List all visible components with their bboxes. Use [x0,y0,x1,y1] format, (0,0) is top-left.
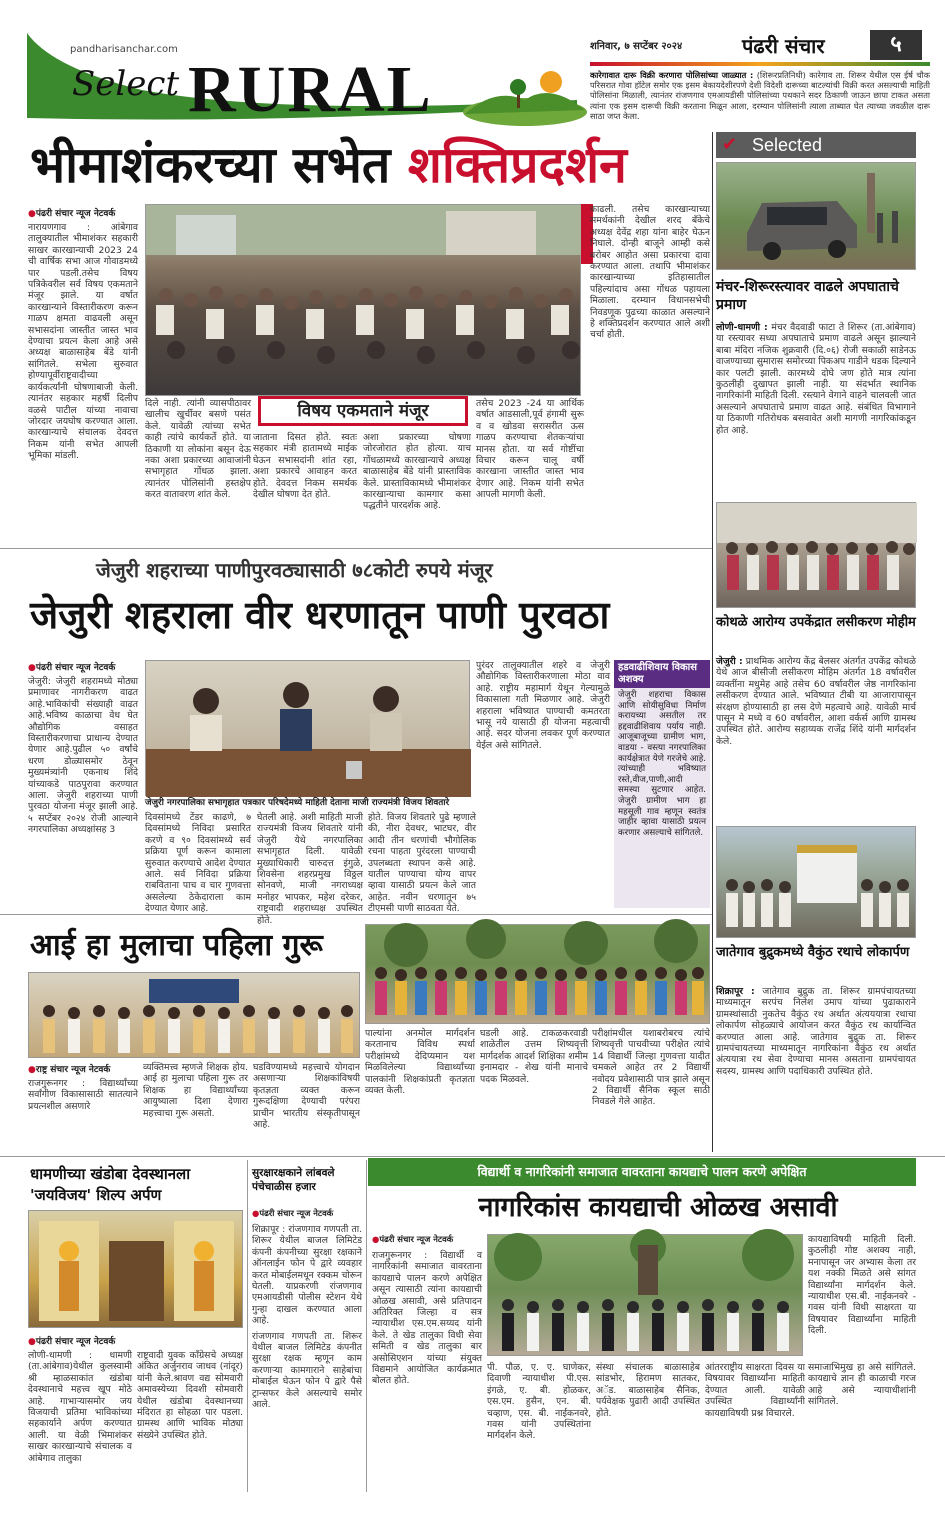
story5-headline: सुरक्षारक्षकाने लांबवले पंचेचाळीस हजार [252,1167,335,1193]
story3-col6: परीक्षांमधील यशाबरोबरच त्यांचे शिष्यवृत्ती पाचवीच्या परीक्षेत त्यांचे 14 विद्यार्थी जिल्हा गुणवत्ता यादीत चमकले आहेत तर 2 विद्यार्थी नवोदय प्रवेशासाठी पात्र झाले असून 2 विद्यार्थी सैनिक स्कूल साठी निवडले गेले आहेत. [592,1028,710,1108]
story2-sidebar [614,660,710,908]
selected-label: Selected [752,135,823,155]
crowd-photo [145,204,581,396]
story1-headline [30,130,710,200]
story3-byline: ● राष्ट्र संचार न्यूज नेटवर्क [28,1062,138,1075]
accident-photo [716,162,916,270]
story1-col4: अशा प्रकारच्या घोषणा जोरजोरात होत होत्या. याच गोंधळामध्ये कारखान्याचे अध्यक्ष बाळासाहेब बेंडे यांनी प्रास्ताविक केले. प्रास्ताविकामध्ये भीमाशंकर कारखान्याचा कामगार कसा पद्धतीने पारदर्शक आहे. [363,432,471,512]
paper-name: पंढरी संचार [742,34,825,58]
masthead [0,0,945,128]
divider-lower [0,1156,945,1157]
story2-byline: ● पंढरी संचार न्यूज नेटवर्क [28,660,228,673]
story6-headline: नागरिकांस कायद्याची ओळख असावी [478,1192,838,1223]
story1-col6: काढली. तसेच कारखान्याच्या समर्थकांनी देखील शरद बँकेचे अध्यक्ष देवेंद्र शहा यांना बाहेर घेऊन निघाले. दोन्ही बाजूने आम्ही कसे बरोबर आहोत असा प्रकारचा दावा करण्यात आला. तथापि भीमाशंकर कारखान्याच्या इतिहासातील पहिल्यांदाच असा गोंधळ पहायला मिळाला. दरम्यान विधानसभेची निवडणूक पुढच्या काळात असल्याने हे शक्तिप्रदर्शन करण्यात आले अशी चर्चा होती. [590,204,710,341]
divider-mid-2 [0,914,712,915]
story5-col2: रांजणगाव गणपती ता. शिरूर येथील बाजल लिमिटेड कंपनीत सुरक्षा रक्षक म्हणून काम करणाऱ्या कामगाराने साहेबांचा मोबाईल घेऊन फोन पे द्वारे पैसे ट्रान्सफर केले असल्याचे समोर आले. [252,1330,362,1411]
story6-col1: राजगुरूनगर : विद्यार्थी व नागरिकांनी समाजात वावरताना कायद्याचे पालन करणे अपेक्षित असून त्यासाठी त्यांना कायद्याची ओळख असावी, असे प्रतिपादन अतिरिक्त जिल्हा व सत्र न्यायाधीश एस.एम.सय्यद यांनी केले. ते खेड तालुका विधी सेवा समिती व खेड तालुका बार असोसिएशन यांच्या संयुक्त विद्यमाने आयोजित कार्यक्रमात बोलत होते. [372,1250,482,1387]
law-photo [487,1234,803,1356]
vaikunth-photo [716,826,916,938]
divider-right-column [712,132,713,1152]
story6-col2: कायद्याविषयी माहिती दिली. कुठलीही गोष्ट अशक्य नाही, मनापासून जर अभ्यास केला तर यश नक्की मिळते असे सांगत विद्यार्थ्यांना मार्गदर्शन केले. न्यायाधीश एस.बी. नाईकनवरे - गवस यांनी विधी साक्षरता या विषयावर विद्यार्थ्यांना माहिती दिली. [808,1234,916,1337]
story3-col4: पाल्यांना अनमोल मार्गदर्शन करतानाच विविध स्पर्धा परीक्षांमध्ये देदिप्यमान यश मिळविलेल्या विद्यार्थ्यांच्या पालकांनी शिक्षकांप्रती कृतज्ञता व्यक्त केली. [365,1028,475,1097]
story4-headline: धामणीच्या खंडोबा देवस्थानला 'जयविजय' शिल्प अर्पण [30,1165,191,1204]
tricolor-strip [590,62,930,66]
landscape-logo [455,62,590,124]
divider-story4-5 [247,1160,248,1492]
story6-col5: आंतरराष्ट्रीय साक्षरता दिवस या विषयावर विद्यार्थ्यांना माहिती देण्यात आली. यावेळी उपस्थित विद्यार्थ्यांनी कायद्याविषयी प्रश्न विचारले. [705,1362,805,1419]
story6-kicker: विद्यार्थी व नागरिकांनी समाजात वावरताना कायद्याचे पालन करणे अपेक्षित [477,1164,807,1179]
story2-col1: जेजुरी: जेजुरी शहरामध्ये मोठ्या प्रमाणावर नागरीकरण वाढत आहे.भाविकांची संख्याही वाढत आहे.भविष्य काळाचा वेध घेत औद्योगिक वसाहत विस्तारीकरणाचा प्राधान्य देण्यात येणार आहे.पुढील ५० वर्षांचे धरण डोळ्यासमोर ठेवून मुख्यमंत्र्यांनी एकनाथ शिंदे यांच्याकडे पाठपुरावा करण्यात आला. जेजुरी शहराच्या पाणी पुरवठा योजना मंजूर झाली आहे. ५ सप्टेंबर २०२४ रोजी आल्याने नगरपालिका अध्यक्षांसह 3 [28,676,138,836]
story5-col1: शिक्रापूर : रांजणगाव गणपती ता. शिरूर येथील बाजल लिमिटेड कंपनी कंपनीच्या सुरक्षा रक्षकाने ऑनलाईन फोन पे द्वारे व्यवहार करत मोबाईलमधून रक्कम चोरून घेतली. याप्रकरणी रांजणगाव एमआयडीसी पोलीस स्टेशन येथे गुन्हा दाखल करण्यात आला आहे. रांजणगाव गणपती ता. शिरूर येथील बाजल लिमिटेड कंपनीत सुरक्षा रक्षक म्हणून काम करणाऱ्या कामगाराने साहेबांचा मोबाईल घेऊन फोन पे द्वारे पैसे ट्रान्सफर केले असल्याचे समोर आले. [252,1224,362,1411]
story2-col3: घेतली आहे. अशी माहिती माजी राज्यमंत्री विजय शिवतारे यांनी जेजुरी येथे नगरपालिका सभागृहात दिली. यावेळी मुख्याधिकारी चारुदत्त इंगुळे, शिवसेना शहरप्रमुख विठ्ठल सोनवणे, माजी नगराध्यक्ष मनोहर भापकर, महेश दरेकर, राष्ट्रवादी शहराध्यक्ष उपस्थित होते. [257,812,363,926]
divider-mid-1 [0,548,712,549]
date-bar [590,30,930,60]
selected-headline: मंचर-शिरूरस्त्यावर वाढले अपघाताचे प्रमाण [716,279,899,313]
story3-col3: घडविण्यामध्ये महत्त्वाचे योगदान असणाऱ्या शिक्षकांविषयी कृतज्ञता व्यक्त करून गुरूदक्षिणा देण्याची परंपरा प्राचीन भारतीय संस्कृतीपासून आहे. [253,1062,360,1131]
story1-col2: दिले नाही. त्यांनी व्यासपीठावर खालीच खुर्चीवर बसणे पसंत केले. यावेळी त्यांच्या सभेत काही त्यांचे कार्यकर्ते होते. या ठिकाणी या लोकांना बसून देऊ नका अशा प्रकारच्या आवाजांनी सभागृहात गोंधळ झाला. त्यानंतर पोलिसांनी हस्तक्षेप करत वातावरण शांत केले. [145,398,251,501]
photo-caption: विषय एकमताने मंजूर [297,401,429,421]
divider-story5-6 [366,1160,367,1492]
story4-col1: लोणी-धामणी : धामणी (ता.आंबेगाव)येथील कुलस्वामी श्री म्हाळसाकांत खंडोबा देवस्थानाचे महत्त्व खूप मोठे आहे. गाभाऱ्यासमोर जय विजयाची प्रतिमा भाविकांच्या सहकार्याने अर्पण करण्यात आली. या वेळी भिमाशंकर साखर कारखान्याचे संचालक व आंबेगाव तालुका [28,1350,132,1464]
teachers-photo [365,924,710,1024]
story1-col1: नारायणगाव : आंबेगाव तालुक्यातील भीमाशंकर सहकारी साखर कारखान्याची 2023 24 ची वार्षिक सभा आज गोवाडमध्ये पार पडली.तसेच विषय पत्रिकेवरील सर्व विषय एकमताने मंजूर झाले. या वर्षात कारखान्याने विस्तारीकरण करून गाळप क्षमता वाढवली असून सभासदांना जास्तीत जास्त भाव देण्याचा प्रयत्न केला आहे असे अध्यक्ष बाळासाहेब बेंडे यांनी सांगितले. सभेला सुरुवात होण्यापूर्वीराष्ट्रवादीच्या कार्यकर्त्यांनी घोषणाबाजी केली. त्यानंतर सहकार महर्षी दिलीप वळसे पाटील यांच्या नावाचा जोरदार जयघोष करण्यात आला. कारखान्याचे संचालक देवदत्त निकम यांनी सभेत आपली भूमिका मांडली. [28,222,138,462]
story5-byline: ● पंढरी संचार न्यूज नेटवर्क [252,1208,364,1219]
story3-col5: घडली आहे. टाकळकरवाडी शाळेतील उत्तम शिष्यवृत्ती मार्गदर्शक आदर्श शिक्षिका शमीम इनामदार - शेख यांनी मानाचे पदक मिळवले. [480,1028,588,1085]
website-url[interactable]: pandharisanchar.com [70,44,178,55]
story1-col5: तसेच 2023 -24 या आर्थिक वर्षात आडसाली,पूर्व हंगामी सुरू व व खोडवा सरासरीत ऊस गाळप करण्याचा शेतकऱ्यांचा मानस होता. या सर्व गोष्टींचा विचार करून चालू वर्षी कारखाना जास्तीत जास्त भाव देणार आहे. निकम यांनी सभेत आपली मागणी केली. [476,398,584,501]
health-body: प्राथमिक आरोग्य केंद्र बेलसर अंतर्गत उपकेंद्र कोथळे येथे आज बीसीजी लसीकरण मोहिम अंतर्गत 18 वर्षावरील व्यक्तींना मधुमेह आहे तसेच 60 वर्षावरील जेष्ठ नागरिकांना लसीकरण देण्यात आले. भविष्यात टीबी या आजारापासून संरक्षण होण्यासाठी हा लस देणे महत्वाचे आहे. यावेळी मार्च पासून मे मध्ये व 60 वर्षावरील, आशा वर्कर्स आणि ग्रामस्थ उपस्थित होते. आरोग्य सहाय्यक राजेंद्र शिंदे यांनी मार्गदर्शन केले. [716,656,917,747]
vaikunth-body: जातेगाव बुद्रुक ता. शिरूर ग्रामपंचायतच्या माध्यमातून सरपंच निलेश उमाप यांच्या पुढाकाराने ग्रामस्थांसाठी नुकतेच वैकुंठ रथ अर्थात अंत्यययात्रा रथाचा लोकार्पण सोहळ्याचे आयोजन करत वैकुंठ रथ कार्यान्वित करण्यात आला आहे. जातेगाव बुद्रुक ता. शिरूर ग्रामपंचायतच्या माध्यमातून नागरिकांना वैकुंठ रथ अर्थात अंत्ययात्रा रथ सेवा देण्याचा मानस असताना ग्रामपंचायत सदस्य, ग्रामस्थ आणि पदाधिकारी उपस्थित होते. [716,986,916,1077]
story2-col5: पुरंदर तालुक्यातील शहरे व जेजुरी औद्योगिक विस्तारीकरणाला मोठा वाव आहे. राष्ट्रीय महामार्ग येथून गेल्यामुळे विकासाला गती मिळणार आहे. जेजुरी शहराला भविष्यात पाण्याची कमतरता भासू नये यासाठी ही योजना महत्वाची आहे. सदर योजना लवकर पूर्ण करण्यात येईल असे सांगितले. [476,660,610,751]
selected-body: मंचर वैदवाडी फाटा ते शिरूर (ता.आंबेगाव) या रस्त्यावर सध्या अपघाताचे प्रमाण वाढले असून झाल्याने बाबा मंदिरा नजिक शुक्रवारी (दि.०६) रोजी सकाळी साडेनऊ वाजण्याच्या सुमारास समोरच्या पिकअप गाडीने धडक दिल्याने कार पलटी झाली. कारमध्ये दोघे जण होते मात्र त्यांना कुठलीही दुखापत झाली नाही. या संदर्भात स्थानिक नागरिकांनी माहिती दिली. रस्त्याने वेगाने वाहने चालवली जात असल्याने अपघाताचे प्रमाण वाढत आहे. संबंधित विभागाने या ठिकाणी गतिरोधक बसवावेत अशी मागणी नागरिकांकडून होत आहे. [716,322,916,436]
notice-box [590,70,930,124]
vaikunth-text [716,986,916,1162]
sidebar-title: हडवाढीशिवाय विकास अशक्य [614,660,710,688]
headline-part-b: शक्तिप्रदर्शन [407,136,627,194]
story3-col1: राजगुरूनगर : विद्यार्थ्यांच्या सर्वांगीण विकासासाठी सातत्याने प्रयत्नशील असणारे [28,1078,138,1112]
page-number: ५ [870,30,922,60]
temple-photo [28,1210,243,1328]
story2-col4: होते. विजय शिवतारे पुढे म्हणाले की, नीरा देवधर, भाटघर, वीर आदी तीन धरणांची भौगोलिक रचना पाहता पुरंदरला पाण्याची उपलब्धता स्थापन कसे आहे. यातील पाण्याचा योग्य वापर व्हावा यासाठी प्रयत्न केले जात आहेत. नवीन धरणातून ७५ टीएमसी पाणी साठवता येते. [368,812,476,915]
selected-text [716,322,916,498]
students-photo [28,972,360,1058]
select-word: Select [72,64,180,104]
story1-byline: ● पंढरी संचार न्यूज नेटवर्क [28,206,138,219]
story2-kicker: जेजुरी शहराच्या पाणीपुरवठ्यासाठी ७८कोटी रुपये मंजूर [96,558,493,582]
story6-kicker-bar [368,1158,916,1186]
notice-text: (शिरूरप्रतिनिधी) कारेगाव ता. शिरूर येथील एस ईर्ष चौक परिसरात गोवा हॉटेल समोर एक इसम बेकायदेशीरपणे देशी विदेशी दारूच्या बाटल्यांची विक्री करत असल्याची माहिती पोलिसांना मिळाली, त्यानंतर रांजणगाव एमआयडीसी पोलिसांच्या पथकाने सदर ठिकाणी जाऊन छापा टाकत असता त्यांना एक इसम दारूची विक्री करताना मिळून आला, दरम्यान पोलिसांनी त्याला ताब्यात घेत त्याच्या जवळील दारू साठा जप्त केला. [590,70,930,121]
rural-title: RURAL [188,53,433,126]
story6-col3: पी. पौळ, ए. ए. घाणेकर, दिवाणी न्यायाधीश पी.एस. इंगळे, ए. बी. होळकर, एस.एम. हुसैन, एन. बी. चव्हाण, एस. बी. नाईकनवरे, गवस यांनी उपस्थितांना मार्गदर्शन केले. [487,1362,591,1442]
story4-col2: राष्ट्रवादी युवक काँग्रेसचे अध्यक्ष अंकित अर्जुनराव जाधव (नांदूर) यांनी केले.श्रावण वद्य सोमवारी अमावस्येच्या दिवशी सोमवारी येथील खंडोबा देवस्थानच्या मंदिरात हा सोहळा पार पडला. ग्रामस्थ आणि भाविक मोठ्या संख्येने उपस्थित होते. [137,1350,243,1441]
selected-label-box [716,132,916,158]
story3-headline: आई हा मुलाचा पहिला गुरू [30,928,323,963]
story2-caption: जेजुरी नगरपालिका सभागृहात पत्रकार परिषदेमध्ये माहिती देताना माजी राज्यमंत्री विजय शिवतारे [145,798,450,808]
photo-caption-box [258,396,468,426]
selected-byline: लोणी-धामणी : [716,322,768,333]
vaikunth-byline: शिक्रापूर : [716,986,755,997]
sidebar-text: जेजुरी शहराचा विकास आणि सोयीसुविधा निर्माण करायच्या असतील तर हद्दवाढीशिवाय पर्याय नाही. आजूबाजूच्या ग्रामीण भाग, वाडया - वस्त्या नगरपालिका कार्यक्षेत्रात येणे गरजेचे आहे. त्यांच्याही भविष्यात रस्ते,वीज,पाणी,आदी समस्या सुटणार आहेत. जेजुरी ग्रामीण भाग हा महसूली गाव म्हणून स्वतंत्र जाहीर व्हावा यासाठी प्रयत्न करणार असल्याचे सांगितले. [618,690,706,838]
check-icon: ✔ [722,134,738,155]
story2-headline: जेजुरी शहराला वीर धरणातून पाणी पुरवठा [30,593,610,637]
story6-col4: संस्था संचालक बाळासाहेब सांडभोर, हिरामण सातकर, अॅड. बाळासाहेब सैनिक, पर्यवेक्षक पुढारी आदी उपस्थित होते. [596,1362,700,1419]
health-headline: कोथळे आरोग्य उपकेंद्रात लसीकरण मोहीम [716,615,916,630]
story2-col2: दिवसांमध्ये टेंडर काढणे, ७ दिवसांमध्ये निविदा प्रसारित करणे व ९० दिवसांमध्ये सर्व प्रक्रिया पूर्ण करून कामाला सुरुवात करण्याचे आदेश देण्यात आले. सर्व निविदा प्रक्रिया राबविताना पाच व चार गुणवत्ता असलेल्या ठेकेदाराला काम देण्यात येणार आहे. [145,812,251,915]
story1-col3: जाताना दिसत होते. स्वतः सहकार मंत्री हातामध्ये माईक घेऊन सभासदांनी शांत रहा, अशा प्रकारचे आवाहन करत होते. देवदत्त निकम समर्थक देखील घोषणा देत होते. [253,432,357,501]
vaikunth-headline: जातेगाव बुद्रुकमध्ये वैकुंठ रथाचे लोकार्पण [716,945,910,960]
story3-col2: व्यक्तिमत्त्व म्हणजे शिक्षक होय. आई हा मुलाचा पहिला गुरू तर शिक्षक हा विद्यार्थ्यांच्या आयुष्याला दिशा देणारा महत्त्वाचा गुरू असतो. [143,1062,248,1119]
meeting-photo [145,660,470,796]
issue-date: शनिवार, ७ सप्टेंबर २०२४ [590,41,683,52]
health-byline: जेजुरी : [716,656,743,667]
notice-title: कारेगावात दारू विक्री करणारा पोलिसांच्या जाळ्यात : [590,70,754,80]
headline-part-a: भीमाशंकरच्या सभेत [30,136,391,194]
health-photo [716,502,916,608]
story4-byline: ● पंढरी संचार न्यूज नेटवर्क [28,1334,243,1347]
story6-col6: समाजाभिमुख हा असे सांगितले. कायद्याचे ज्ञान ही काळाची गरज आहे असे न्यायाधीशांनी सांगितले. [808,1362,916,1408]
health-text [716,656,916,822]
story6-byline: ● पंढरी संचार न्यूज नेटवर्क [372,1234,482,1245]
